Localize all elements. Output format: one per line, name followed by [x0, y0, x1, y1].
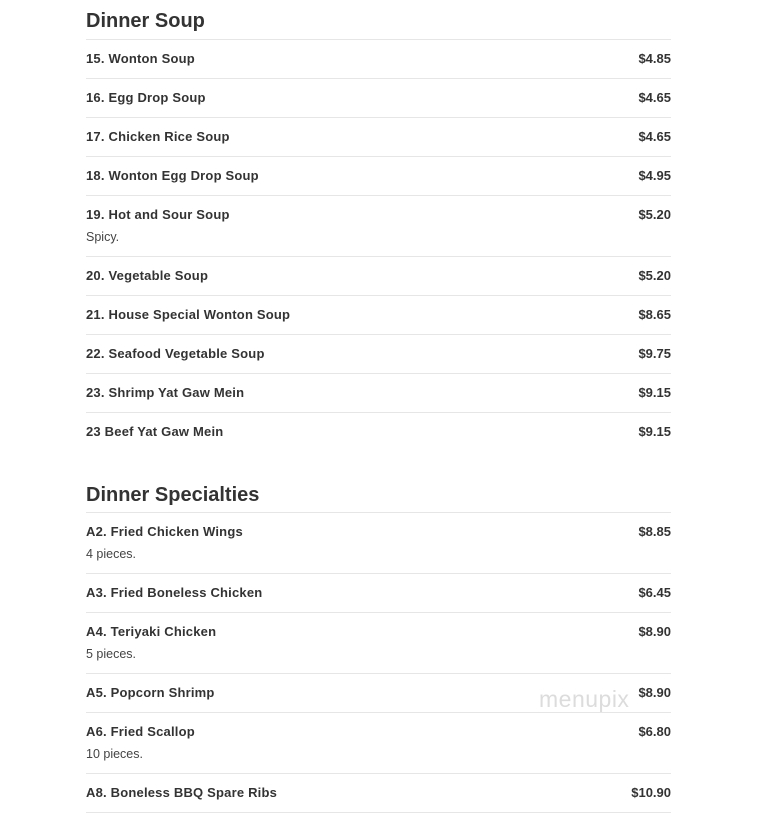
menu-item [86, 574, 671, 613]
item-price: $8.85 [638, 524, 671, 539]
menu-container [86, 0, 671, 813]
item-price: $4.65 [638, 90, 671, 105]
item-name: 18. Wonton Egg Drop Soup [86, 168, 259, 183]
item-price: $9.75 [638, 346, 671, 361]
item-price: $4.85 [638, 51, 671, 66]
item-name: 20. Vegetable Soup [86, 268, 209, 283]
item-name: 23. Shrimp Yat Gaw Mein [86, 385, 245, 400]
item-description: 10 pieces. [86, 747, 143, 761]
item-name: A6. Fried Scallop [86, 724, 195, 739]
item-description: 5 pieces. [86, 647, 137, 661]
menu-item [86, 40, 671, 79]
section-title: Dinner Soup [86, 0, 671, 40]
item-price: $8.90 [638, 685, 671, 700]
menu-item [86, 713, 671, 774]
item-price: $5.20 [638, 268, 671, 283]
item-name: 22. Seafood Vegetable Soup [86, 346, 265, 361]
menu-item [86, 118, 671, 157]
item-price: $5.20 [638, 207, 671, 222]
menu-item [86, 374, 671, 413]
menu-item [86, 79, 671, 118]
menu-item [86, 196, 671, 257]
item-description: 4 pieces. [86, 547, 137, 561]
item-name: A5. Popcorn Shrimp [86, 685, 215, 700]
section-title: Dinner Specialties [86, 478, 671, 513]
menu-item [86, 513, 671, 574]
item-price: $10.90 [631, 785, 671, 800]
item-name: 21. House Special Wonton Soup [86, 307, 291, 322]
item-name: 19. Hot and Sour Soup [86, 207, 230, 222]
item-price: $6.45 [638, 585, 671, 600]
item-description: Spicy. [86, 230, 120, 244]
menu-item [86, 257, 671, 296]
item-price: $8.90 [638, 624, 671, 639]
item-name: 15. Wonton Soup [86, 51, 195, 66]
item-price: $8.65 [638, 307, 671, 322]
menu-item [86, 296, 671, 335]
item-name: 23 Beef Yat Gaw Mein [86, 424, 224, 439]
menu-item [86, 335, 671, 374]
item-price: $4.95 [638, 168, 671, 183]
watermark-logo: menupix [539, 686, 630, 712]
menu-item [86, 774, 671, 813]
item-price: $4.65 [638, 129, 671, 144]
menu-item [86, 157, 671, 196]
item-price: $9.15 [638, 424, 671, 439]
item-name: 17. Chicken Rice Soup [86, 129, 230, 144]
item-name: A3. Fried Boneless Chicken [86, 585, 263, 600]
section-dinner-soup [86, 0, 671, 451]
menu-item [86, 613, 671, 674]
item-name: A8. Boneless BBQ Spare Ribs [86, 785, 278, 800]
item-name: A2. Fried Chicken Wings [86, 524, 243, 539]
menu-item [86, 413, 671, 451]
item-name: 16. Egg Drop Soup [86, 90, 206, 105]
menu-item [86, 674, 671, 713]
item-price: $6.80 [638, 724, 671, 739]
item-price: $9.15 [638, 385, 671, 400]
section-dinner-specialties [86, 478, 671, 813]
item-name: A4. Teriyaki Chicken [86, 624, 217, 639]
